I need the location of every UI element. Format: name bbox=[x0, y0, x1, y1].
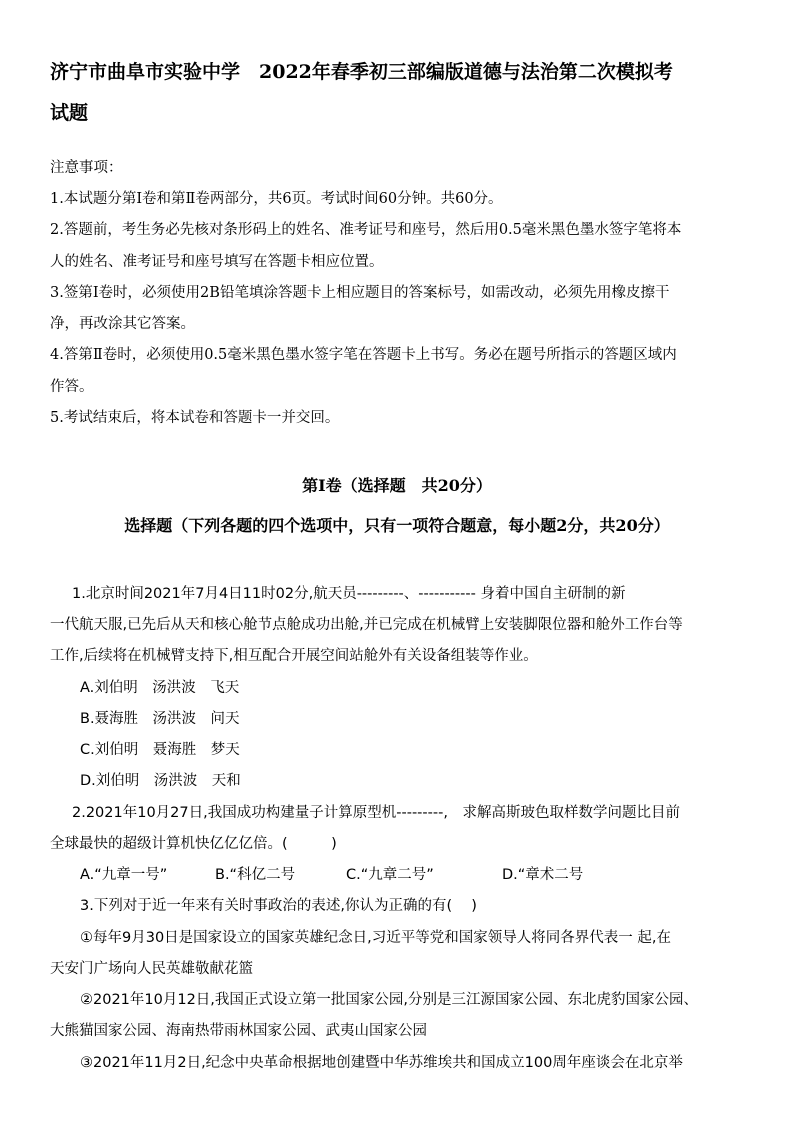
question-3-item: 天安门广场向人民英雄敬献花篮 bbox=[50, 961, 253, 977]
question-2-option-c: C.“九章二号” bbox=[346, 867, 434, 883]
question-3-item: ③2021年11月2日,纪念中央革命根据地创建暨中华苏维埃共和国成立100周年座谈会在北京举 bbox=[80, 1055, 683, 1071]
notice-line: 3.签第Ⅰ卷时，必须使用2B铅笔填涂答题卡上相应题目的答案标号，如需改动，必须先用橡皮擦干 bbox=[50, 285, 670, 301]
notice-line: 1.本试题分第Ⅰ卷和第Ⅱ卷两部分，共6页。考试时间60分钟。共60分。 bbox=[50, 191, 503, 207]
question-1-stem: 工作,后续将在机械臂支持下,相互配合开展空间站舱外有关设备组装等作业。 bbox=[50, 648, 538, 664]
exam-title-line1: 济宁市曲阜市实验中学 2022年春季初三部编版道德与法治第二次模拟考 bbox=[50, 61, 673, 83]
question-2-stem: 全球最快的超级计算机快亿亿亿倍。( ) bbox=[50, 836, 337, 852]
exam-title-line2: 试题 bbox=[50, 102, 89, 124]
question-1-stem: 1.北京时间2021年7月4日11时02分,航天员---------、----------- 身着中国自主研制的新 bbox=[72, 586, 626, 602]
section-title: 第Ⅰ卷（选择题 共20分） bbox=[302, 476, 492, 495]
question-1-option-c: C.刘伯明 聂海胜 梦天 bbox=[80, 742, 240, 758]
notice-line: 5.考试结束后，将本试卷和答题卡一并交回。 bbox=[50, 410, 340, 426]
notice-heading: 注意事项： bbox=[50, 160, 123, 176]
question-1-option-d: D.刘伯明 汤洪波 天和 bbox=[80, 773, 241, 789]
question-1-option-a: A.刘伯明 汤洪波 飞天 bbox=[80, 680, 240, 696]
notice-line: 人的姓名、准考证号和座号填写在答题卡相应位置。 bbox=[50, 254, 384, 270]
question-3-item: ②2021年10月12日,我国正式设立第一批国家公园,分别是三江源国家公园、东北虎豹国家公园、 bbox=[80, 992, 699, 1008]
question-2-option-d: D.“章术二号 bbox=[502, 867, 584, 883]
question-2-option-a: A.“九章一号” bbox=[80, 867, 168, 883]
notice-line: 2.答题前，考生务必先核对条形码上的姓名、准考证号和座号，然后用0.5毫米黑色墨水签字笔将本 bbox=[50, 222, 682, 238]
section-instruction: 选择题（下列各题的四个选项中，只有一项符合题意，每小题2分，共20分） bbox=[124, 516, 670, 535]
question-2-option-b: B.“科亿二号 bbox=[215, 867, 296, 883]
question-3-item: ①每年9月30日是国家设立的国家英雄纪念日,习近平等党和国家领导人将同各界代表一 起,在 bbox=[80, 930, 671, 946]
question-2-stem: 2.2021年10月27日,我国成功构建量子计算原型机---------, 求解高斯玻色取样数学问题比目前 bbox=[72, 805, 680, 821]
notice-line: 4.答第Ⅱ卷时，必须使用0.5毫米黑色墨水签字笔在答题卡上书写。务必在题号所指示的答题区域内 bbox=[50, 347, 677, 363]
question-1-option-b: B.聂海胜 汤洪波 问天 bbox=[80, 711, 240, 727]
notice-line: 作答。 bbox=[50, 379, 94, 395]
notice-line: 净，再改涂其它答案。 bbox=[50, 316, 195, 332]
question-1-stem: 一代航天服,已先后从天和核心舱节点舱成功出舱,并已完成在机械臂上安装脚限位器和舱外工作台等 bbox=[50, 617, 683, 633]
question-3-item: 大熊猫国家公园、海南热带雨林国家公园、武夷山国家公园 bbox=[50, 1023, 427, 1039]
question-3-stem: 3.下列对于近一年来有关时事政治的表述,你认为正确的有( ) bbox=[80, 898, 477, 914]
